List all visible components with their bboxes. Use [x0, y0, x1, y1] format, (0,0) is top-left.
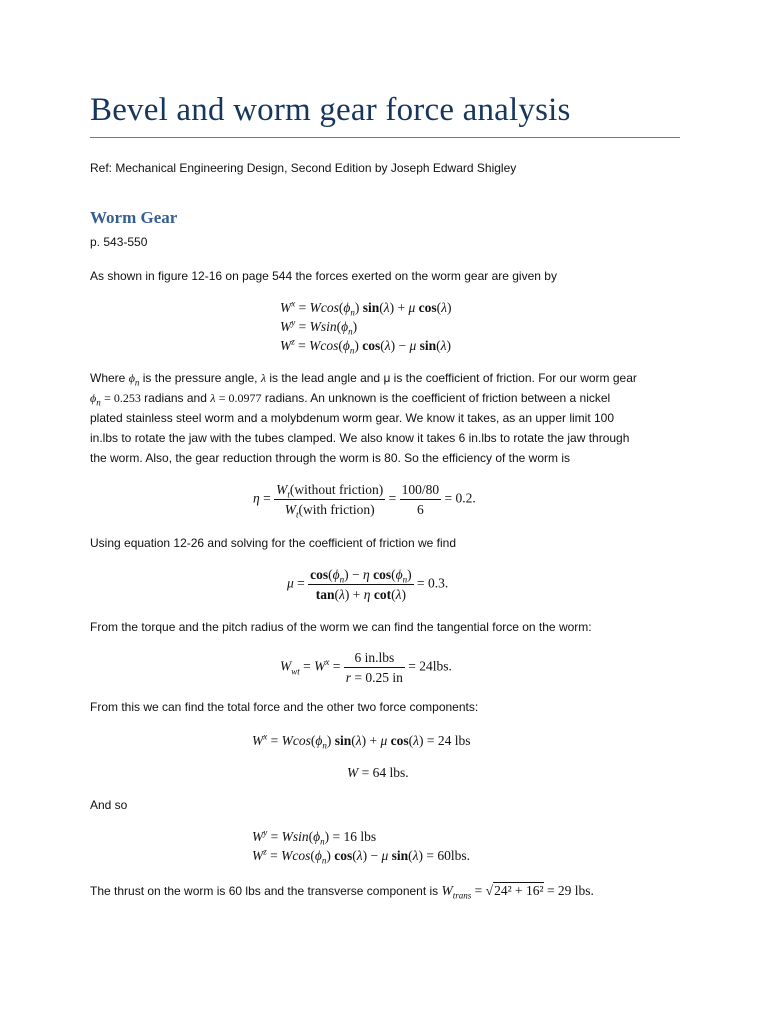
where-line-5: the worm. Also, the gear reduction through the worm is 80. So the efficiency of the worm is	[90, 451, 571, 465]
equation-w-total: W = 64 lbs.	[347, 765, 409, 780]
equation-wy: $W^y = Wsin(\phi_n)$	[280, 317, 358, 337]
equation-efficiency: η = $\frac{W_t(without friction)}{W_t(with friction)}$ = $\frac{100/80}{6}$ = 0.2.	[253, 482, 476, 520]
equation-wz-result: $W^z = Wcos(\phi_n) \cos(\lambda) - \mu$ sin(λ) = 60lbs.	[252, 846, 471, 866]
and-so-text: And so	[90, 798, 128, 812]
thrust-text: The thrust on the worm is 60 lbs and the transverse component is $W_{trans} = √24^2 + 16^2 = 29$ lbs.	[90, 883, 594, 901]
equation-wz: $W^z = Wcos(\phi_n) \cos(\lambda) - \mu$ sin(λ)	[280, 336, 452, 356]
from-this-text: From this we can find the total force and the other two force components:	[90, 700, 479, 714]
using-equation-text: Using equation 12-26 and solving for the coefficient of friction we find	[90, 536, 456, 550]
where-line-1: Where $\phi_n$ is the pressure angle, λ is the lead angle and μ is the coefficient of friction. For our worm gear	[90, 371, 637, 388]
equation-mu: μ = $\frac{\cos(\phi_n) - \eta \cos(\phi_n)}{\text{tan(λ) + η cot(λ)}}$ = 0.3.	[287, 567, 449, 602]
page-range: p. 543-550	[90, 235, 148, 249]
equation-wy-result: $W^y = Wsin(\phi_n) = 16$ lbs	[252, 827, 377, 847]
equation-tangential-force: $W_{wt} = W^x$ = $\frac{\text{6 in.lbs}}{r = 0.25 in}$ = 24lbs.	[280, 650, 452, 685]
where-line-4: in.lbs to rotate the jaw with the tubes clamped. We also know it takes 6 in.lbs to rotate the jaw through	[90, 431, 630, 445]
where-line-2: $\phi_n = 0.253$ radians and λ = 0.0977 radians. An unknown is the coefficient of friction between a nickel	[90, 391, 611, 408]
title-rule	[90, 137, 680, 138]
reference-text: Ref: Mechanical Engineering Design, Second Edition by Joseph Edward Shigley	[90, 161, 517, 175]
equation-transverse: $W_{trans} = √24^2 + 16^2 = 29$ lbs.	[441, 883, 594, 901]
intro-paragraph: As shown in figure 12-16 on page 544 the forces exerted on the worm gear are given by	[90, 269, 557, 283]
equation-wx-total: $W^x = Wcos(\phi_n) \sin(\lambda) + \mu$ cos(λ) = 24 lbs	[252, 731, 471, 751]
where-line-3: plated stainless steel worm and a molybdenum worm gear. We know it takes, as an upper limit 100	[90, 411, 615, 425]
section-heading: Worm Gear	[90, 208, 178, 227]
equation-wx: $W^x = Wcos(\phi_n) \sin(\lambda) + \mu$ cos(λ)	[280, 298, 452, 318]
page-title: Bevel and worm gear force analysis	[90, 92, 571, 128]
from-torque-text: From the torque and the pitch radius of the worm we can find the tangential force on the worm:	[90, 620, 592, 634]
